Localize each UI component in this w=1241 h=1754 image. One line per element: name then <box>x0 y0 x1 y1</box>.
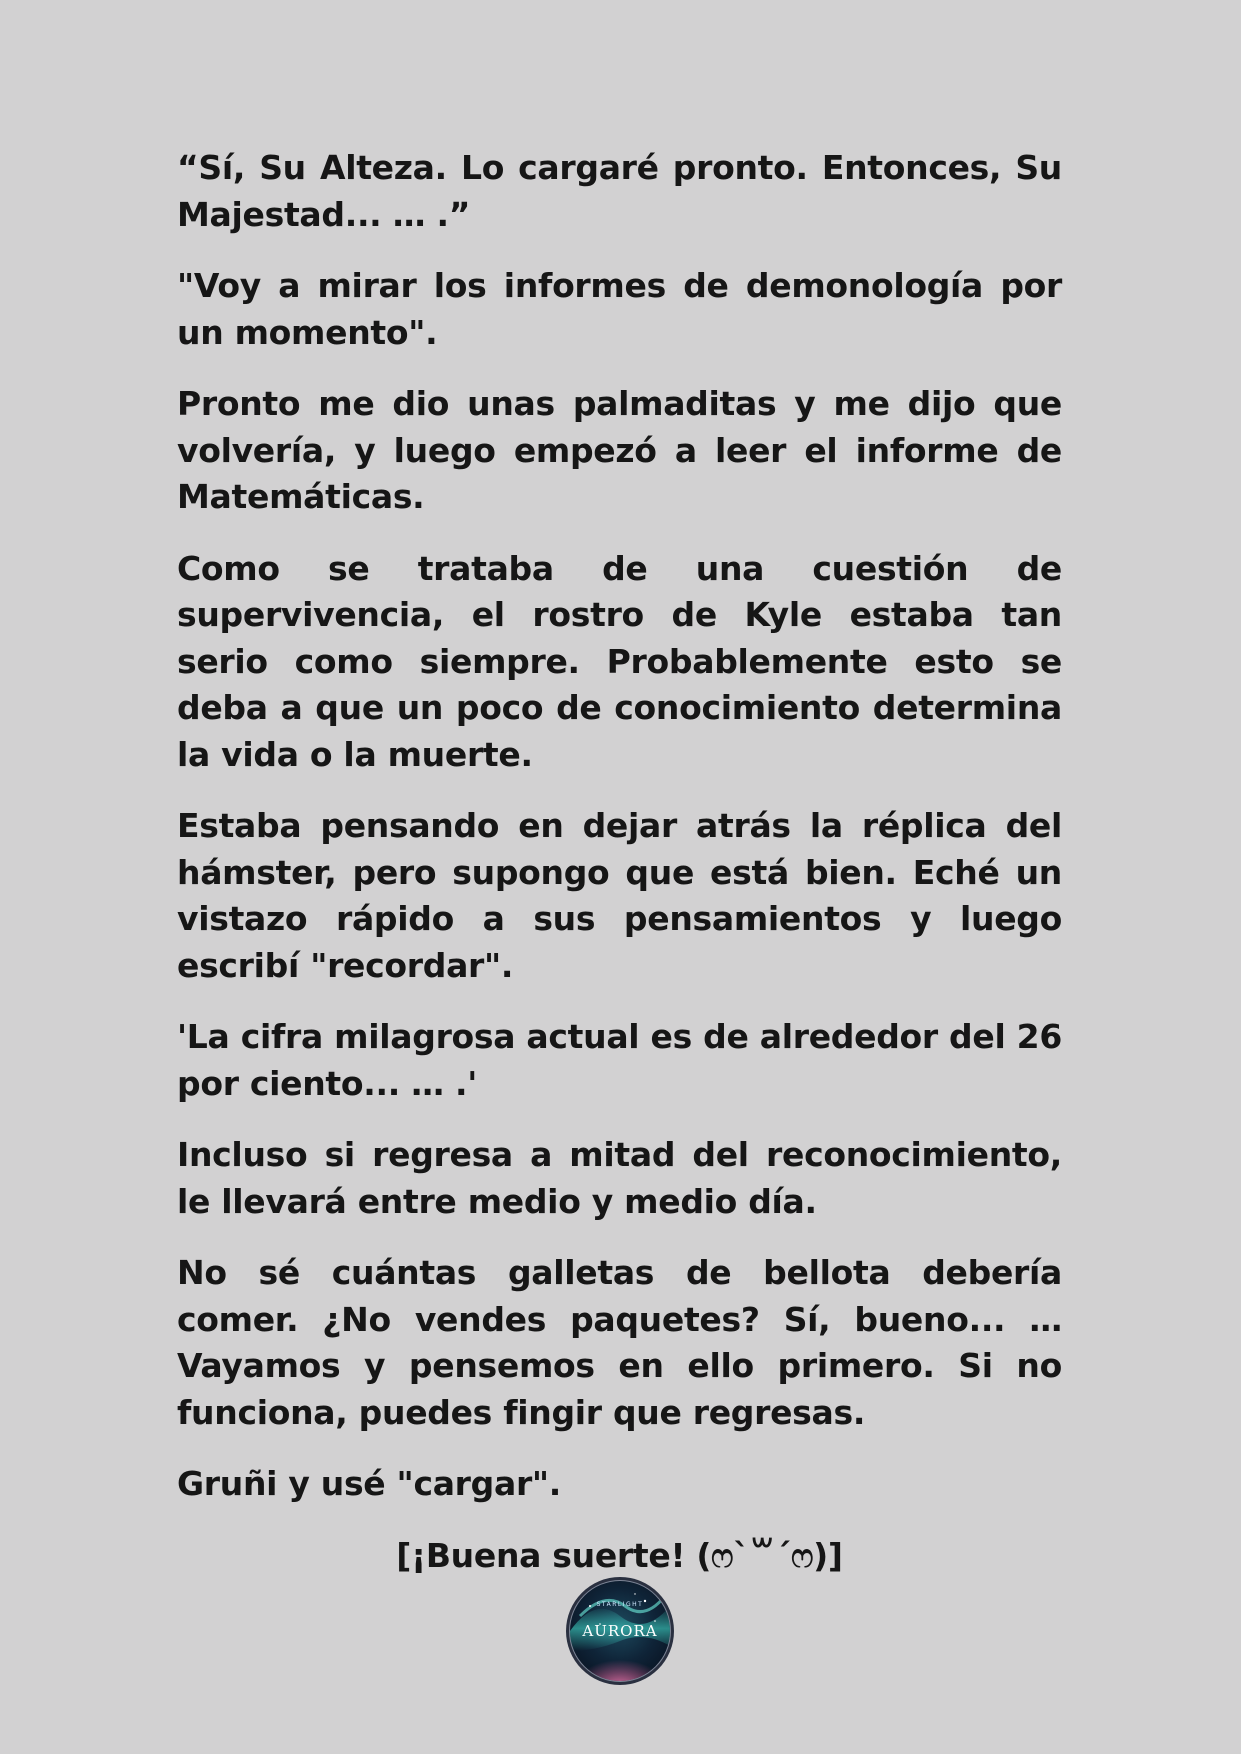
aurora-logo-icon <box>565 1576 675 1686</box>
document-body <box>177 145 1062 1579</box>
paragraph-7: Incluso si regresa a mitad del reconocimiento, le llevará entre medio y medio día. <box>177 1135 1062 1221</box>
paragraph-6: 'La cifra milagrosa actual es de alrededor del 26 por ciento... … .' <box>177 1017 1062 1103</box>
paragraph-1: “Sí, Su Alteza. Lo cargaré pronto. Entonces, Su Majestad... … .” <box>177 148 1062 234</box>
paragraph-5: Estaba pensando en dejar atrás la réplica del hámster, pero supongo que está bien. Eché un vistazo rápido a sus pensamientos y luego escribí "recordar". <box>177 806 1062 985</box>
logo-top-text: STARLIGHT <box>596 1601 644 1608</box>
paragraph-3: Pronto me dio unas palmaditas y me dijo que volvería, y luego empezó a leer el informe de Matemáticas. <box>177 384 1062 516</box>
logo-main-text: AURORA <box>582 1622 658 1640</box>
paragraph-8: No sé cuántas galletas de bellota debería comer. ¿No vendes paquetes? Sí, bueno... … Vayamos y pensemos en ello primero. Si no funciona, puedes fingir que regresas. <box>177 1253 1062 1432</box>
paragraph-9: Gruñi y usé "cargar". <box>177 1464 562 1503</box>
paragraph-2: "Voy a mirar los informes de demonología por un momento". <box>177 266 1062 352</box>
closing-note: [¡Buena suerte! (ෆ`꒳´ෆ)] <box>396 1535 843 1575</box>
paragraph-4: Como se trataba de una cuestión de supervivencia, el rostro de Kyle estaba tan serio como siempre. Probablemente esto se deba a que un poco de conocimiento determina la vida o la muerte. <box>177 548 1062 774</box>
